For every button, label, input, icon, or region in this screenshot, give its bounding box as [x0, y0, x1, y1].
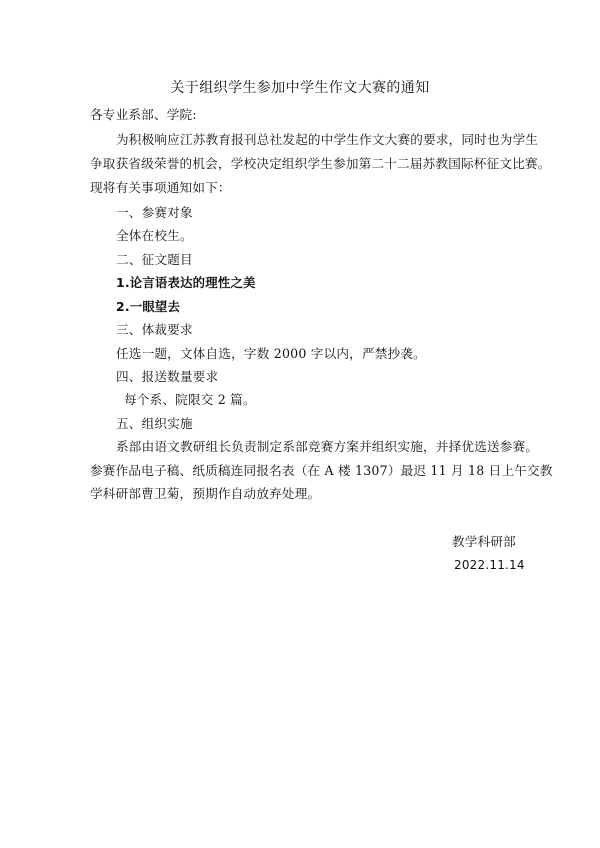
topic-2: 2.一眼望去	[116, 299, 181, 314]
salutation: 各专业系部、学院:	[90, 107, 197, 122]
section-5-line-3: 学科研部曹卫菊，预期作自动放弃处理。	[90, 486, 321, 501]
section-2-heading: 二、征文题目	[116, 252, 193, 267]
section-4-body: 每个系、院限交 2 篇。	[124, 392, 256, 407]
section-3-heading: 三、体裁要求	[116, 322, 193, 337]
section-5-line-1: 系部由语文教研组长负责制定系部竞赛方案并组织实施，并择优选送参赛。	[116, 439, 539, 454]
intro-line-3: 现将有关事项通知如下：	[90, 180, 231, 195]
section-1-body: 全体在校生。	[116, 228, 193, 243]
document-title: 关于组织学生参加中学生作文大赛的通知	[170, 80, 430, 96]
section-1-heading: 一、参赛对象	[116, 205, 193, 220]
section-4-heading: 四、报送数量要求	[116, 369, 219, 384]
section-3-body: 任选一题，文体自选，字数 2000 字以内，严禁抄袭。	[116, 346, 426, 361]
topic-1: 1.论言语表达的理性之美	[116, 275, 256, 290]
signature: 教学科研部	[452, 534, 516, 549]
section-5-heading: 五、组织实施	[116, 416, 193, 431]
intro-line-1: 为积极响应江苏教育报刊总社发起的中学生作文大赛的要求，同时也为学生	[116, 132, 539, 147]
section-5-line-2: 参赛作品电子稿、纸质稿连同报名表（在 A 楼 1307）最迟 11 月 18 日上午交教	[90, 463, 553, 478]
date: 2022.11.14	[454, 558, 525, 572]
intro-line-2: 争取获省级荣誉的机会，学校决定组织学生参加第二十二届苏教国际杯征文比赛。	[90, 156, 551, 171]
